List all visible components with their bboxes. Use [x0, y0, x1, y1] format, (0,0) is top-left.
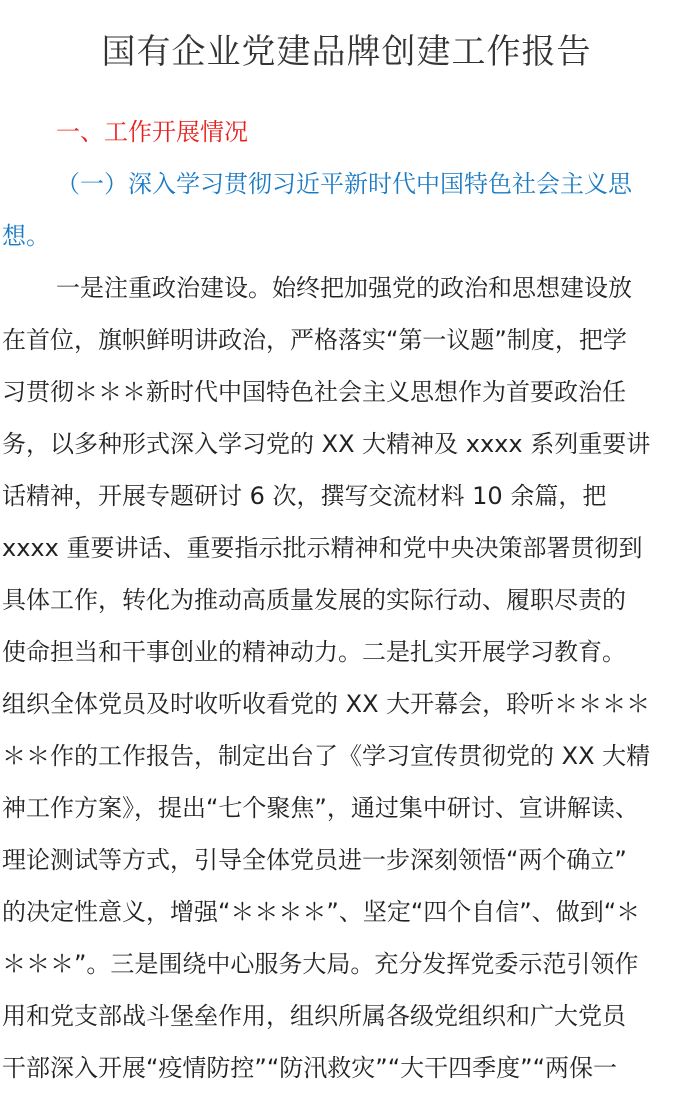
body-line-12: 理论测试等方式，引导全体党员进一步深刻领悟“两个确立” — [2, 846, 627, 874]
body-line-10: ＊＊作的工作报告，制定出台了《学习宣传贯彻党的 XX 大精 — [2, 742, 651, 770]
body-line-6: xxxx 重要讲话、重要指示批示精神和党中央决策部署贯彻到 — [2, 534, 643, 562]
body-line-8: 使命担当和干事创业的精神动力。二是扎实开展学习教育。 — [2, 638, 626, 666]
body-line-13: 的决定性意义，增强“＊＊＊＊”、坚定“四个自信”、做到“＊ — [2, 898, 641, 926]
body-line-9: 组织全体党员及时收听收看党的 XX 大开幕会，聆听＊＊＊＊ — [2, 690, 651, 718]
body-line-5: 话精神，开展专题研讨 6 次，撰写交流材料 10 余篇，把 — [2, 482, 607, 510]
body-line-14: ＊＊＊”。三是围绕中心服务大局。充分发挥党委示范引领作 — [2, 950, 639, 978]
section-heading: 一、工作开展情况 — [56, 118, 248, 146]
document-title: 国有企业党建品牌创建工作报告 — [101, 32, 592, 72]
body-line-16: 干部深入开展“疫情防控”“防汛救灾”“大干四季度”“两保一 — [2, 1054, 618, 1082]
body-line-15: 用和党支部战斗堡垒作用，组织所属各级党组织和广大党员 — [2, 1002, 626, 1030]
subsection-heading-line-2: 想。 — [2, 222, 50, 250]
body-line-11: 神工作方案》，提出“七个聚焦”，通过集中研讨、宣讲解读、 — [2, 794, 639, 822]
body-line-2: 在首位，旗帜鲜明讲政治，严格落实“第一议题”制度，把学 — [2, 326, 627, 354]
body-line-1: 一是注重政治建设。始终把加强党的政治和思想建设放 — [56, 274, 632, 302]
subsection-heading-line-1: （一）深入学习贯彻习近平新时代中国特色社会主义思 — [56, 170, 632, 198]
body-line-7: 具体工作，转化为推动高质量发展的实际行动、履职尽责的 — [2, 586, 626, 614]
body-line-4: 务，以多种形式深入学习党的 XX 大精神及 xxxx 系列重要讲 — [2, 430, 651, 458]
body-line-3: 习贯彻＊＊＊新时代中国特色社会主义思想作为首要政治任 — [2, 378, 626, 406]
